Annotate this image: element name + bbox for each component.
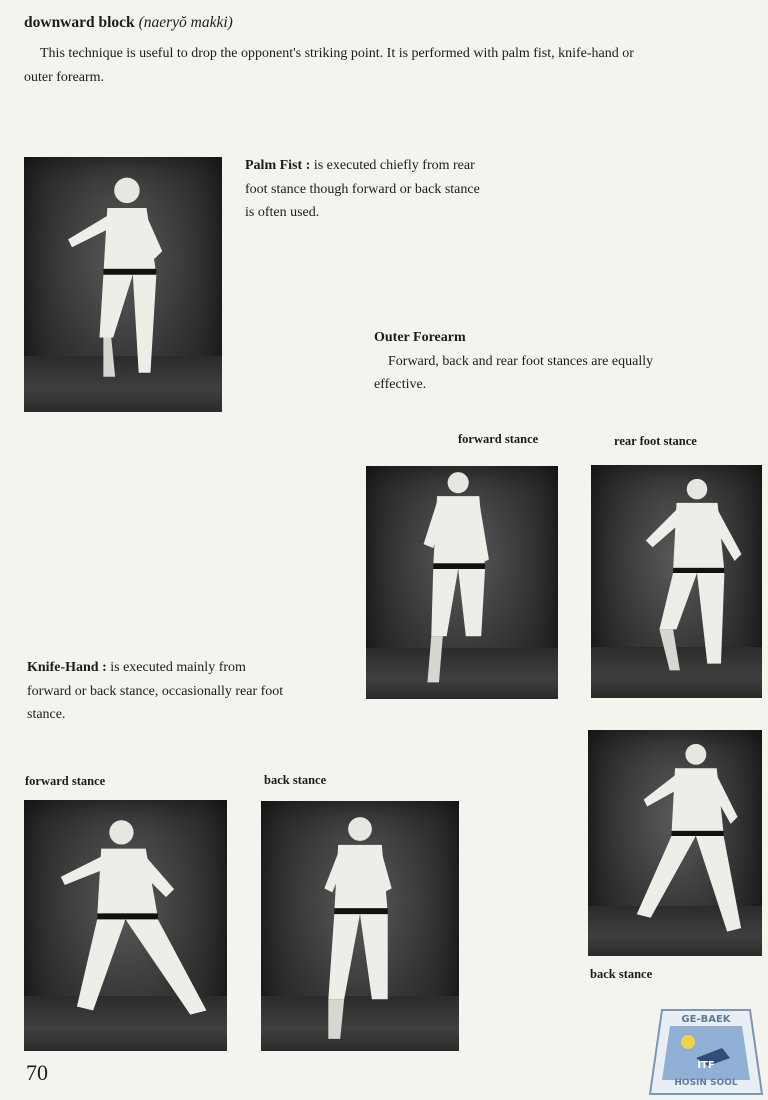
- watermark-logo: [648, 1008, 764, 1096]
- intro-paragraph: This technique is useful to drop the opponent's striking point. It is performed with palm fist, knife-hand or outer forearm.: [24, 46, 634, 85]
- knife-hand-text: is executed mainly from forward or back stance, occasionally rear foot stance.: [27, 660, 284, 722]
- caption-kh-forward-stance: forward stance: [25, 774, 106, 788]
- caption-of-rear-foot-stance: rear foot stance: [614, 434, 697, 448]
- outer-forearm-label: Outer Forearm: [374, 330, 466, 345]
- logo-middle-text: ITF: [697, 1060, 715, 1071]
- photo-outer-forearm-back-stance: [588, 730, 762, 956]
- caption-of-back-stance: back stance: [590, 967, 653, 981]
- outer-forearm-paragraph: [374, 326, 674, 397]
- caption-of-forward-stance: forward stance: [458, 432, 539, 446]
- heading-subtitle: (naeryŏ makki): [138, 14, 233, 31]
- photo-knife-hand-forward-stance: [24, 800, 227, 1051]
- section-heading: [24, 14, 233, 32]
- palm-fist-label: Palm Fist :: [245, 158, 311, 173]
- caption-kh-back-stance: back stance: [264, 773, 327, 787]
- knife-hand-paragraph: [27, 656, 289, 727]
- photo-palm-fist: [24, 157, 222, 412]
- outer-forearm-text: Forward, back and rear foot stances are equally effective.: [374, 353, 654, 392]
- page-number: 70: [26, 1060, 48, 1085]
- palm-fist-paragraph: [245, 154, 480, 225]
- palm-fist-text: is executed chiefly from rear foot stance though forward or back stance is often used.: [245, 158, 480, 220]
- photo-outer-forearm-forward-stance: [366, 466, 558, 699]
- photo-knife-hand-back-stance: [261, 801, 459, 1051]
- logo-bottom-text: HOSIN SOOL: [674, 1078, 738, 1088]
- logo-top-text: GE-BAEK: [681, 1014, 731, 1025]
- heading-title: downward block: [24, 14, 135, 31]
- knife-hand-label: Knife-Hand :: [27, 660, 107, 675]
- photo-outer-forearm-rear-foot-stance: [591, 465, 762, 698]
